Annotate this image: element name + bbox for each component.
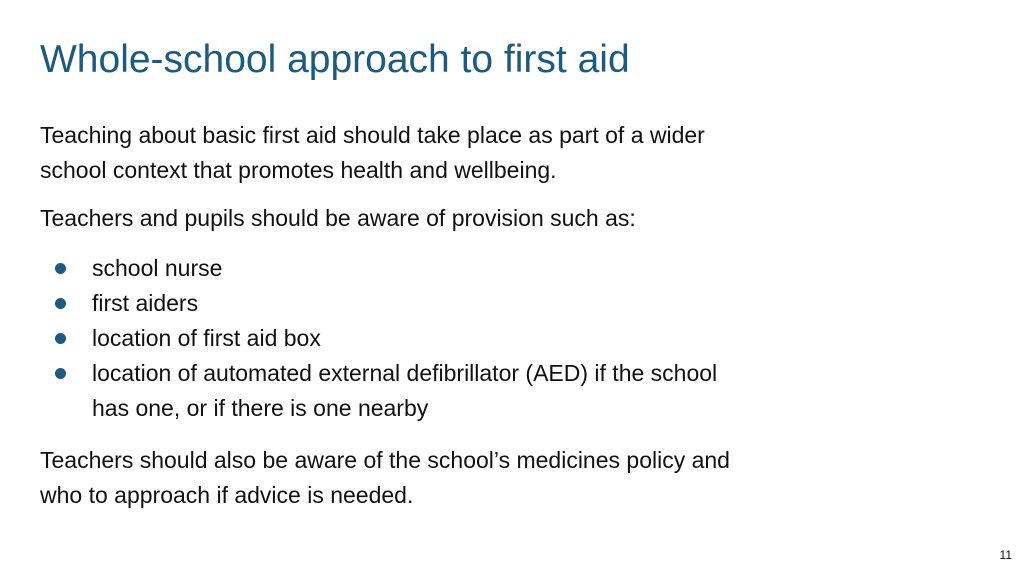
intro-line: Teaching about basic first aid should take place as part of a wider bbox=[40, 122, 705, 148]
list-item-text: school nurse bbox=[92, 255, 223, 281]
list-item-text: first aiders bbox=[92, 290, 199, 316]
list-item bbox=[40, 356, 820, 426]
list-item bbox=[40, 321, 820, 356]
lead-in-paragraph: Teachers and pupils should be aware of provision such as: bbox=[40, 205, 636, 231]
page-number: 11 bbox=[999, 548, 1012, 562]
bullet-icon bbox=[55, 368, 66, 379]
bullet-icon bbox=[55, 298, 66, 309]
list-item-text: has one, or if there is one nearby bbox=[92, 395, 429, 421]
closing-line: who to approach if advice is needed. bbox=[40, 482, 414, 508]
bullet-icon bbox=[55, 263, 66, 274]
slide-title: Whole-school approach to first aid bbox=[40, 38, 630, 81]
intro-paragraph bbox=[40, 118, 840, 188]
provision-list bbox=[40, 251, 820, 426]
closing-line: Teachers should also be aware of the school’s medicines policy and bbox=[40, 447, 730, 473]
list-item-text: location of first aid box bbox=[92, 325, 321, 351]
list-item bbox=[40, 286, 820, 321]
intro-line: school context that promotes health and wellbeing. bbox=[40, 157, 557, 183]
closing-paragraph bbox=[40, 443, 840, 513]
list-item-text: location of automated external defibrillator (AED) if the school bbox=[92, 360, 718, 386]
list-item bbox=[40, 251, 820, 286]
bullet-icon bbox=[55, 333, 66, 344]
